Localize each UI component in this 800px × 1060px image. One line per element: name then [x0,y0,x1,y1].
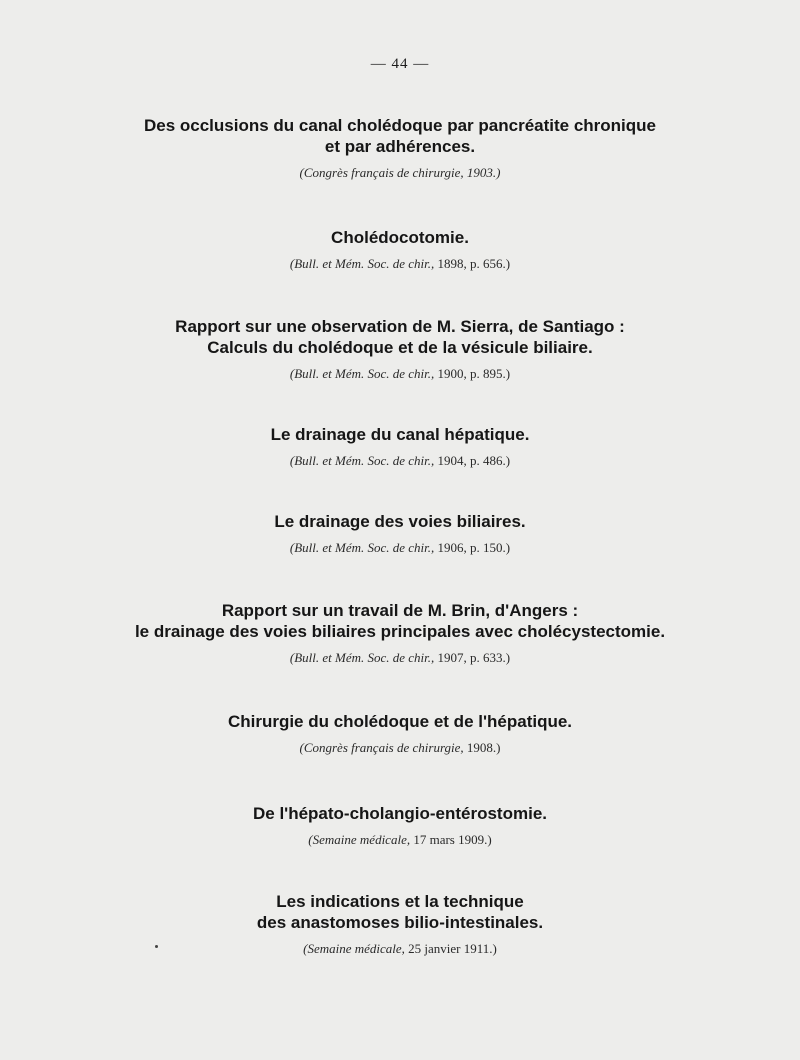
bibliography-entry [0,600,800,666]
entry-source [0,650,800,666]
bibliography-entry [0,803,800,848]
bibliography-entry [0,227,800,272]
entry-title-line: Rapport sur un travail de M. Brin, d'Angers : [221,601,579,620]
entry-source-italic: (Bull. et Mém. Soc. de chir., [289,650,435,665]
bibliography-entry [0,424,800,469]
entry-source-italic: (Bull. et Mém. Soc. de chir., [289,453,435,468]
entry-source-italic: (Bull. et Mém. Soc. de chir., [289,256,435,271]
entry-title [0,803,800,824]
ink-speck [155,945,158,948]
entry-title [0,891,800,933]
entry-source [0,941,800,957]
entry-source-italic: (Congrès français de chirurgie, 1903.) [299,165,501,180]
entry-title-line: Rapport sur une observation de M. Sierra, de Santiago : [175,317,625,336]
entry-title-line: Cholédocotomie. [331,228,469,247]
entry-title-line: des anastomoses bilio-intestinales. [256,913,544,932]
entry-title-line: Chirurgie du cholédoque et de l'hépatique. [227,712,573,731]
entry-source-italic: (Semaine médicale, [303,941,405,956]
page-number: — 44 — [370,56,430,72]
entry-source-tail: 1898, p. 656.) [434,256,511,271]
entry-title-line: Calculs du cholédoque et de la vésicule biliaire. [207,338,593,357]
entry-title [0,511,800,532]
entry-source-italic: (Congrès français de chirurgie, [299,740,464,755]
entry-source [0,540,800,556]
bibliography-entry [0,711,800,756]
entry-title-line: Les indications et la technique [276,892,524,911]
entry-title [0,115,800,157]
entry-title-line: et par adhérences. [324,137,476,156]
entry-source-italic: (Semaine médicale, [308,832,411,847]
entry-title [0,424,800,445]
entry-source-tail: 1907, p. 633.) [434,650,511,665]
bibliography-entry [0,891,800,957]
entry-source-italic: (Bull. et Mém. Soc. de chir., [289,540,435,555]
entry-source [0,256,800,272]
entry-source-tail: 25 janvier 1911.) [404,941,497,956]
entry-source [0,740,800,756]
bibliography-entry [0,511,800,556]
entry-title [0,316,800,358]
entry-title [0,227,800,248]
bibliography-entry [0,115,800,181]
entry-source-tail: 1908.) [463,740,501,755]
entry-source-tail: 1900, p. 895.) [434,366,511,381]
entry-source [0,366,800,382]
entry-source-tail: 1906, p. 150.) [434,540,511,555]
entry-title-line: Le drainage des voies biliaires. [274,512,526,531]
entry-source-italic: (Bull. et Mém. Soc. de chir., [289,366,435,381]
entry-title [0,600,800,642]
entry-title-line: le drainage des voies biliaires principales avec cholécystectomie. [134,622,666,641]
bibliography-entry [0,316,800,382]
entry-source-tail: 17 mars 1909.) [410,832,492,847]
entry-source-tail: 1904, p. 486.) [434,453,511,468]
entry-title-line: Le drainage du canal hépatique. [270,425,530,444]
entry-title [0,711,800,732]
entry-source [0,453,800,469]
entry-title-line: Des occlusions du canal cholédoque par pancréatite chronique [143,116,656,135]
entry-title-line: De l'hépato-cholangio-entérostomie. [252,804,547,823]
entry-source [0,832,800,848]
entry-source [0,165,800,181]
